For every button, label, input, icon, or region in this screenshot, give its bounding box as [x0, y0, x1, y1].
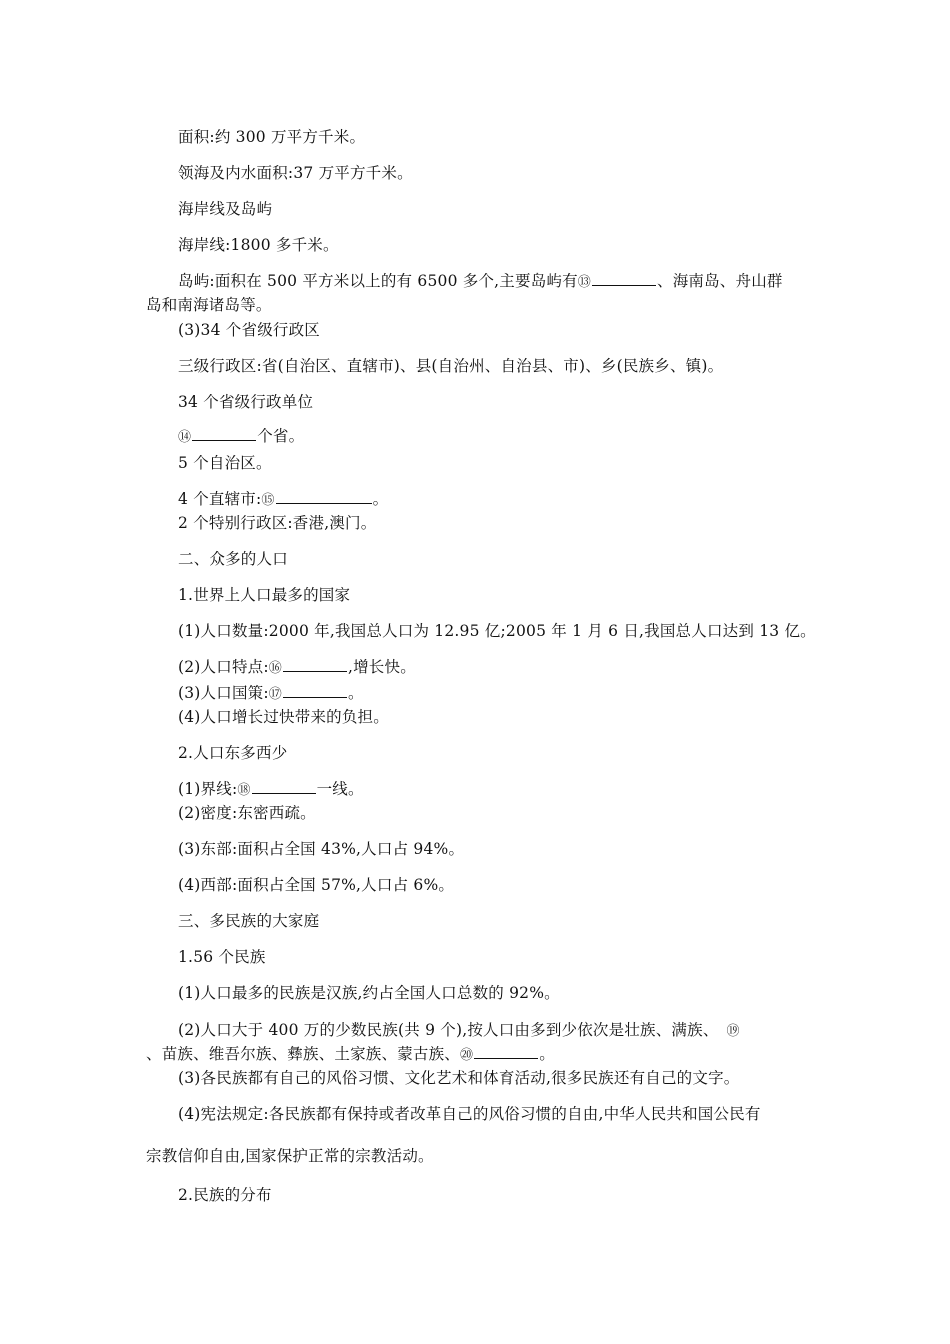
- fill-blank[interactable]: [276, 489, 372, 504]
- section-heading: 二、众多的人口: [178, 550, 288, 568]
- text-line: (1)人口最多的民族是汉族,约占全国人口总数的 92%。: [178, 984, 560, 1002]
- section-heading: 1.56 个民族: [178, 948, 266, 966]
- text-segment: (1)界线:: [178, 780, 238, 798]
- blank-number: ⑬: [577, 275, 591, 290]
- text-line: [178, 779, 364, 801]
- text-line: (4)宪法规定:各民族都有保持或者改革自己的风俗习惯的自由,中华人民共和国公民有: [178, 1105, 761, 1123]
- text-segment: (2)人口大于 400 万的少数民族(共 9 个),按人口由多到少依次是壮族、满族、: [178, 1021, 719, 1039]
- text-segment: 岛屿:面积在 500 平方米以上的有 6500 多个,主要岛屿有: [178, 272, 578, 290]
- text-line: (4)西部:面积占全国 57%,人口占 6%。: [178, 876, 455, 894]
- text-line: 海岸线:1800 多千米。: [178, 236, 339, 254]
- text-line: 2 个特别行政区:香港,澳门。: [178, 514, 377, 532]
- text-line: (4)人口增长过快带来的负担。: [178, 708, 389, 726]
- blank-number: ⑯: [268, 661, 282, 676]
- section-heading: 2.人口东多西少: [178, 744, 288, 762]
- text-line: (1)人口数量:2000 年,我国总人口为 12.95 亿;2005 年 1 月 6 日,我国总人口达到 13 亿。: [178, 622, 816, 640]
- blank-number: ⑮: [261, 493, 275, 508]
- blank-number: ⑳: [460, 1048, 474, 1063]
- text-segment: ,增长快。: [347, 658, 416, 676]
- fill-blank[interactable]: [474, 1044, 538, 1059]
- fill-blank[interactable]: [192, 426, 256, 441]
- text-segment: 个省。: [257, 427, 305, 445]
- text-line: [178, 657, 416, 679]
- section-heading: 34 个省级行政单位: [178, 393, 314, 411]
- fill-blank[interactable]: [283, 657, 347, 672]
- text-segment: 4 个直辖市:: [178, 490, 262, 508]
- text-line: 岛和南海诸岛等。: [146, 296, 272, 314]
- text-line: 宗教信仰自由,国家保护正常的宗教活动。: [146, 1147, 434, 1165]
- text-line: 面积:约 300 万平方千米。: [178, 128, 366, 146]
- text-segment: (2)人口特点:: [178, 658, 269, 676]
- text-line: (3)东部:面积占全国 43%,人口占 94%。: [178, 840, 465, 858]
- fill-blank[interactable]: [592, 271, 656, 286]
- text-line: [178, 1020, 740, 1042]
- blank-number: ⑭: [178, 430, 192, 445]
- text-line: [178, 271, 783, 293]
- text-line: (2)密度:东密西疏。: [178, 804, 316, 822]
- text-line: [178, 489, 388, 511]
- blank-number: ⑱: [237, 783, 251, 798]
- text-line: 5 个自治区。: [178, 454, 272, 472]
- text-segment: 。: [347, 684, 364, 702]
- text-segment: 。: [539, 1045, 555, 1063]
- text-line: 三级行政区:省(自治区、直辖市)、县(自治州、自治县、市)、乡(民族乡、镇)。: [178, 357, 724, 375]
- section-heading: 2.民族的分布: [178, 1186, 272, 1204]
- text-segment: 、海南岛、舟山群: [657, 272, 783, 290]
- text-line: (3)各民族都有自己的风俗习惯、文化艺术和体育活动,很多民族还有自己的文字。: [178, 1069, 740, 1087]
- section-heading: 1.世界上人口最多的国家: [178, 586, 351, 604]
- text-line: [146, 1044, 555, 1066]
- section-heading: 三、多民族的大家庭: [178, 912, 320, 930]
- fill-blank[interactable]: [283, 683, 347, 698]
- text-segment: 、苗族、维吾尔族、彝族、土家族、蒙古族、: [146, 1045, 461, 1063]
- section-heading: 海岸线及岛屿: [178, 200, 273, 218]
- section-heading: (3)34 个省级行政区: [178, 321, 321, 339]
- text-segment: (3)人口国策:: [178, 684, 269, 702]
- blank-number: ⑲: [726, 1024, 740, 1039]
- text-line: 领海及内水面积:37 万平方千米。: [178, 164, 413, 182]
- text-segment: 。: [372, 490, 389, 508]
- fill-blank[interactable]: [252, 779, 316, 794]
- text-line: [178, 426, 304, 448]
- blank-number: ⑰: [268, 687, 282, 702]
- text-line: [178, 683, 364, 705]
- text-segment: 一线。: [316, 780, 364, 798]
